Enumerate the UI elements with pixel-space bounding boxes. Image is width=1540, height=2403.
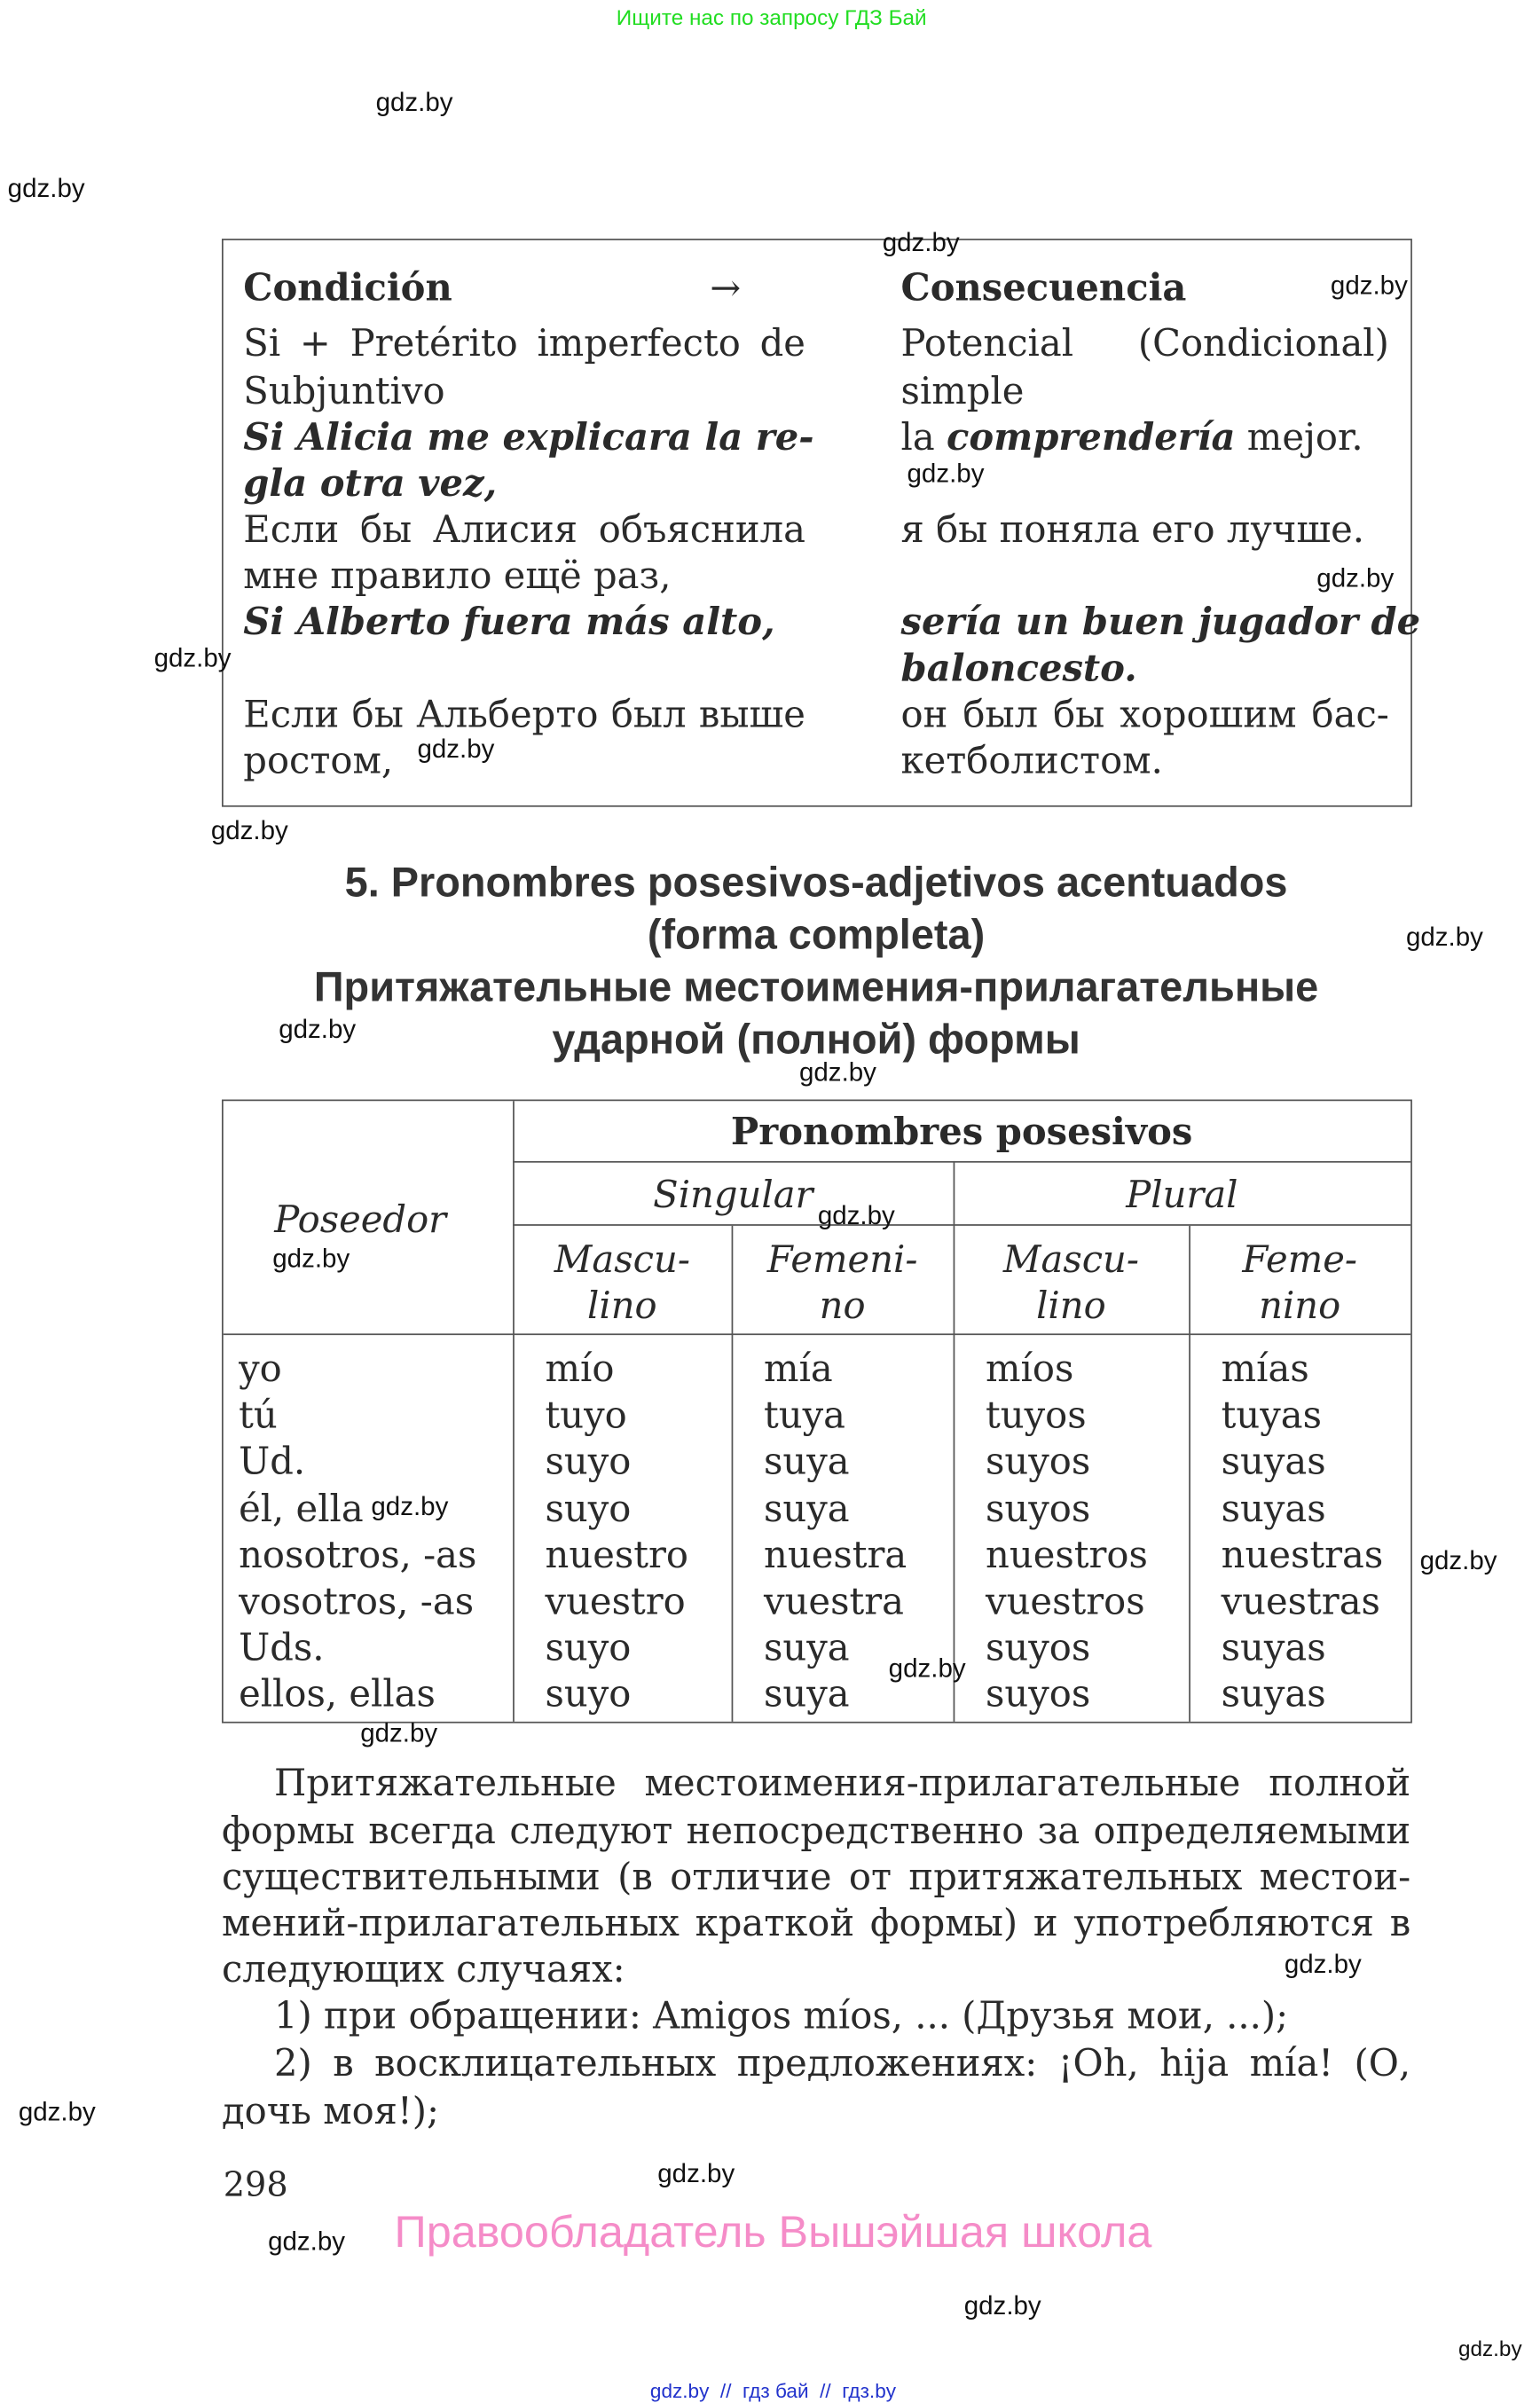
column-pl-fem <box>1222 1346 1384 1717</box>
table-cell: tú <box>239 1394 278 1438</box>
watermark: gdz.by <box>360 1718 438 1748</box>
text: mejor. <box>1246 415 1363 459</box>
table-header-plural: Plural <box>1126 1173 1238 1217</box>
table-cell: vuestras <box>1221 1580 1380 1623</box>
consequence-example-ru: он был бы хорошим бас- <box>900 693 1389 736</box>
table-cell: mío <box>545 1347 615 1391</box>
paragraph-line: дочь моя!); <box>221 2089 440 2133</box>
watermark: gdz.by <box>817 1201 895 1231</box>
table-cell: suyas <box>1221 1487 1326 1530</box>
section-title-es: 5. Pronombres posesivos-adjetivos acentuados <box>344 859 1288 906</box>
section-title-ru: ударной (полной) формы <box>552 1016 1080 1063</box>
condition-example-ru: Если бы Алисия объяснила <box>243 507 805 552</box>
condition-line: Si + Pretérito imperfecto de <box>243 321 805 365</box>
table-cell: suya <box>764 1487 850 1530</box>
table-cell: Ud. <box>239 1440 306 1484</box>
table-cell: mías <box>1221 1347 1309 1391</box>
paragraph-line: мений-прилагательных краткой формы) и употребляются в <box>221 1901 1411 1945</box>
table-cell: Uds. <box>239 1626 325 1670</box>
table-cell: suya <box>764 1626 850 1670</box>
condition-line: Subjuntivo <box>243 369 445 413</box>
table-cell: tuya <box>764 1394 846 1438</box>
condition-example-es: Si Alberto fuera más alto, <box>243 599 775 644</box>
consequence-line: simple <box>900 369 1025 413</box>
table-cell: vuestros <box>986 1580 1145 1623</box>
table-cell: nosotros, -as <box>239 1533 477 1577</box>
table-header-sing-masc <box>513 1237 732 1329</box>
footer-links[interactable]: gdz.by // гдз бай // гдз.by <box>649 2379 897 2403</box>
table-cell: suyas <box>1221 1440 1326 1484</box>
paragraph-line: следующих случаях: <box>221 1948 625 1991</box>
arrow-icon: → <box>710 266 742 310</box>
table-cell: suyos <box>986 1673 1091 1716</box>
table-cell: suyos <box>986 1487 1091 1530</box>
table-cell: tuyo <box>545 1394 627 1438</box>
table-cell: vuestro <box>545 1580 686 1623</box>
watermark: gdz.by <box>1284 1949 1362 1979</box>
divider <box>513 1224 1410 1226</box>
table-cell: nuestra <box>764 1533 908 1577</box>
condition-example-ru: Если бы Альберто был выше <box>243 693 805 736</box>
table-cell: ellos, ellas <box>239 1673 436 1716</box>
watermark: gdz.by <box>882 227 960 257</box>
watermark: gdz.by <box>268 2226 346 2257</box>
watermark: gdz.by <box>371 1492 449 1522</box>
watermark: gdz.by <box>1458 2336 1522 2361</box>
header-line: Mascu- <box>1002 1237 1139 1282</box>
table-cell: suyo <box>545 1440 632 1484</box>
copyright-notice: Правообладатель Вышэйшая школа <box>394 2208 1152 2258</box>
header-line: lino <box>587 1284 657 1328</box>
paragraph-line: 1) при обращении: Amigos míos, ... (Друзья мои, ...); <box>274 1994 1289 2038</box>
header-line: no <box>819 1284 866 1328</box>
divider <box>224 1333 1410 1335</box>
divider <box>513 1161 1410 1163</box>
table-cell: nuestro <box>545 1533 688 1577</box>
paragraph-line: формы всегда следуют непосредственно за определяемыми <box>221 1809 1411 1853</box>
table-cell: suyas <box>1221 1626 1326 1670</box>
condition-example-es: Si Alicia me explicara la re- <box>243 413 814 459</box>
consequence-example-ru: я бы поняла его лучше. <box>900 507 1365 552</box>
watermark: gdz.by <box>907 459 985 489</box>
watermark: gdz.by <box>272 1244 350 1274</box>
watermark: gdz.by <box>1316 563 1395 593</box>
table-header-sing-fem <box>732 1237 954 1329</box>
condition-example-ru: мне правило ещё раз, <box>243 554 672 598</box>
table-header-pronombres: Pronombres posesivos <box>730 1108 1193 1154</box>
consequence-example-es: baloncesto. <box>900 645 1137 690</box>
table-cell: nuestros <box>986 1533 1148 1577</box>
watermark: gdz.by <box>1419 1545 1497 1575</box>
table-cell: él, ella <box>239 1487 364 1530</box>
table-header-pl-masc <box>954 1237 1190 1329</box>
watermark: gdz.by <box>153 643 232 673</box>
watermark: gdz.by <box>279 1015 357 1045</box>
table-cell: suyos <box>986 1626 1091 1670</box>
table-cell: tuyos <box>986 1394 1087 1438</box>
table-cell: suya <box>764 1673 850 1716</box>
consequence-example-es <box>901 414 1363 460</box>
column-sing-masc <box>546 1346 688 1717</box>
column-poseedores <box>239 1346 476 1717</box>
header-line: Feme- <box>1242 1237 1357 1282</box>
watermark: gdz.by <box>417 734 495 765</box>
consequence-header: Consecuencia <box>900 264 1187 310</box>
table-cell: suyos <box>986 1440 1091 1484</box>
text: la <box>900 415 935 459</box>
table-cell: suya <box>764 1440 850 1484</box>
paragraph-line: Притяжательные местоимения-прилагательные полной <box>274 1761 1411 1805</box>
header-line: nino <box>1259 1284 1341 1328</box>
watermark: gdz.by <box>657 2158 735 2188</box>
column-sing-fem <box>764 1346 907 1717</box>
header-line: Femeni- <box>766 1237 918 1282</box>
condition-header: Condición <box>243 264 452 310</box>
header-line: Mascu- <box>554 1237 690 1282</box>
header-line: lino <box>1036 1284 1106 1328</box>
table-header-poseedor: Poseedor <box>274 1198 447 1242</box>
watermark: gdz.by <box>1330 271 1408 301</box>
watermark: gdz.by <box>18 2097 96 2127</box>
consequence-example-ru: кетболистом. <box>900 739 1163 782</box>
paragraph-line: существительными (в отличие от притяжательных местои- <box>221 1855 1411 1899</box>
page-number: 298 <box>223 2166 288 2205</box>
condition-example-es: gla otra vez, <box>243 460 498 506</box>
table-cell: tuyas <box>1221 1394 1323 1438</box>
table-cell: suyas <box>1221 1673 1326 1716</box>
top-banner-link[interactable]: Ищите нас по запросу ГДЗ Бай <box>616 4 927 29</box>
watermark: gdz.by <box>888 1653 966 1684</box>
consequence-line: Potencial (Condicional) <box>900 321 1389 365</box>
condition-example-ru: ростом, <box>243 739 394 782</box>
watermark: gdz.by <box>963 2291 1041 2321</box>
table-cell: yo <box>239 1347 282 1391</box>
watermark: gdz.by <box>210 816 288 846</box>
table-header-singular: Singular <box>653 1173 813 1217</box>
text-emphasis: comprendería <box>946 413 1236 459</box>
table-header-pl-fem <box>1189 1237 1410 1329</box>
table-cell: nuestras <box>1221 1533 1384 1577</box>
watermark: gdz.by <box>798 1057 876 1088</box>
table-cell: vuestra <box>764 1580 904 1623</box>
section-title-es: (forma completa) <box>647 911 986 958</box>
consequence-example-es: sería un buen jugador de <box>900 599 1421 644</box>
column-pl-masc <box>986 1346 1148 1717</box>
table-cell: suyo <box>545 1673 632 1716</box>
table-cell: míos <box>986 1347 1074 1391</box>
table-cell: suyo <box>545 1626 632 1670</box>
paragraph-line: 2) в восклицательных предложениях: ¡Oh, hija mía! (О, <box>274 2041 1411 2085</box>
watermark: gdz.by <box>7 174 85 204</box>
watermark: gdz.by <box>375 87 453 117</box>
table-cell: vosotros, -as <box>239 1580 475 1623</box>
table-cell: mía <box>764 1347 833 1391</box>
table-cell: suyo <box>545 1487 632 1530</box>
watermark: gdz.by <box>1405 922 1483 952</box>
section-title-ru: Притяжательные местоимения-прилагательные <box>313 963 1319 1010</box>
